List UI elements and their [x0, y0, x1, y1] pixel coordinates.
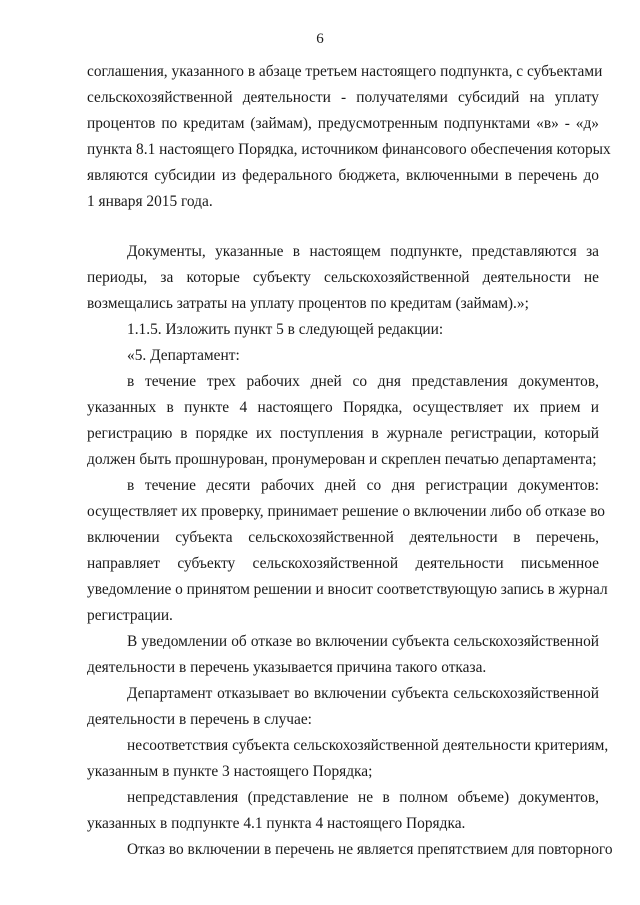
- text-line: регистрацию в порядке их поступления в журнале регистрации, который: [87, 425, 599, 442]
- page-number: 6: [316, 31, 324, 47]
- text-line: направляет субъекту сельскохозяйственной деятельности письменное: [87, 555, 599, 572]
- text-line: непредставления (представление не в полном объеме) документов,: [127, 789, 599, 806]
- text-line: Отказ во включении в перечень не является препятствием для повторного: [127, 841, 613, 858]
- text-line: Документы, указанные в настоящем подпункте, представляются за: [127, 243, 599, 260]
- text-line: являются субсидии из федерального бюджета, включенными в перечень до: [87, 167, 599, 184]
- text-line: уведомление о принятом решении и вносит соответствующую запись в журнал: [87, 581, 608, 598]
- text-line: деятельности в перечень указывается причина такого отказа.: [87, 659, 487, 676]
- text-line: включении субъекта сельскохозяйственной деятельности в перечень,: [87, 529, 599, 546]
- text-line: периоды, за которые субъекту сельскохозяйственной деятельности не: [87, 269, 599, 286]
- text-line: сельскохозяйственной деятельности - получателями субсидий на уплату: [87, 89, 599, 106]
- text-line: несоответствия субъекта сельскохозяйственной деятельности критериям,: [127, 737, 609, 754]
- text-line: «5. Департамент:: [127, 347, 240, 364]
- text-line: деятельности в перечень в случае:: [87, 711, 312, 728]
- text-line: В уведомлении об отказе во включении субъекта сельскохозяйственной: [127, 633, 599, 650]
- text-line: в течение трех рабочих дней со дня представления документов,: [127, 373, 599, 390]
- text-line: процентов по кредитам (займам), предусмотренным подпунктами «в» - «д»: [87, 115, 599, 132]
- text-line: указанным в пункте 3 настоящего Порядка;: [87, 763, 373, 780]
- text-line: должен быть прошнурован, пронумерован и скреплен печатью департамента;: [87, 451, 597, 468]
- text-line: 1.1.5. Изложить пункт 5 в следующей редакции:: [127, 321, 444, 338]
- text-line: Департамент отказывает во включении субъекта сельскохозяйственной: [127, 685, 599, 702]
- text-line: 1 января 2015 года.: [87, 193, 213, 210]
- text-line: пункта 8.1 настоящего Порядка, источником финансового обеспечения которых: [87, 141, 611, 158]
- text-line: в течение десяти рабочих дней со дня регистрации документов:: [127, 477, 599, 494]
- text-line: указанных в пункте 4 настоящего Порядка, осуществляет их прием и: [87, 399, 599, 416]
- text-line: осуществляет их проверку, принимает решение о включении либо об отказе во: [87, 503, 605, 520]
- text-line: соглашения, указанного в абзаце третьем настоящего подпункта, с субъектами: [87, 63, 603, 80]
- text-line: регистрации.: [87, 607, 173, 624]
- text-line: указанных в подпункте 4.1 пункта 4 настоящего Порядка.: [87, 815, 466, 832]
- text-line: возмещались затраты на уплату процентов по кредитам (займам).»;: [87, 295, 529, 312]
